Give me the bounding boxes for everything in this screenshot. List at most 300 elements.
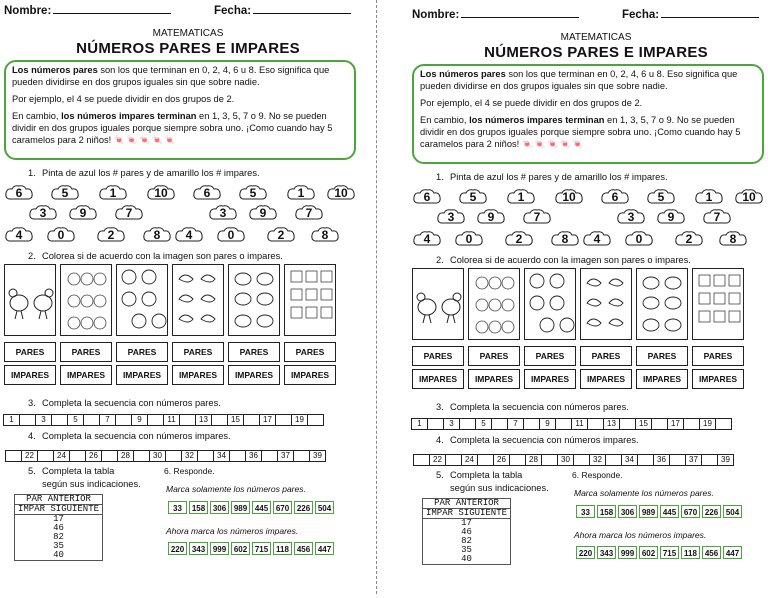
- cloud-number[interactable]: [550, 230, 580, 248]
- sequence-cell[interactable]: [683, 418, 700, 430]
- cloud-row-1: [4, 184, 354, 206]
- cloud-number-text: 4: [423, 232, 431, 246]
- table-value: 17: [15, 515, 103, 525]
- number-chip[interactable]: 445: [252, 501, 271, 514]
- cloud-number-text: 2: [515, 232, 523, 246]
- definition-box: [4, 60, 356, 160]
- cloud-number[interactable]: [454, 230, 484, 248]
- number-chip[interactable]: 118: [681, 546, 700, 559]
- cloud-number[interactable]: [216, 226, 246, 244]
- header: [4, 4, 372, 18]
- image-frogs: [636, 268, 688, 340]
- number-chip[interactable]: 158: [597, 505, 616, 518]
- cloud-number-text: 3: [447, 210, 455, 224]
- cloud-number[interactable]: [656, 208, 686, 226]
- cloud-number[interactable]: [522, 208, 552, 226]
- choice-label[interactable]: IMPARES: [524, 369, 576, 389]
- number-table: [422, 498, 511, 565]
- sequence-cell: 34: [213, 450, 230, 462]
- cloud-number[interactable]: [624, 230, 654, 248]
- cloud-number-text: 0: [57, 228, 65, 242]
- choice-label[interactable]: IMPARES: [116, 365, 168, 385]
- sequence-cell: 24: [461, 454, 478, 466]
- cloud-number[interactable]: [28, 204, 58, 222]
- sequence-cell: 3: [35, 414, 52, 426]
- image-cats: [468, 268, 520, 340]
- cloud-number[interactable]: [600, 188, 630, 206]
- sequence-cell: 37: [277, 450, 294, 462]
- cloud-number-text: 4: [185, 228, 193, 242]
- cloud-number[interactable]: [208, 204, 238, 222]
- number-chip[interactable]: 504: [315, 501, 334, 514]
- table-value: 46: [15, 524, 103, 533]
- choice-label[interactable]: PARES: [412, 346, 464, 366]
- number-chip[interactable]: 445: [660, 505, 679, 518]
- number-chip[interactable]: 118: [273, 542, 292, 555]
- cloud-number[interactable]: [310, 226, 340, 244]
- seq-pares: [412, 418, 732, 430]
- number-chip[interactable]: 999: [210, 542, 229, 555]
- cloud-number-text: 1: [109, 186, 117, 200]
- page-divider: [376, 0, 377, 594]
- table-header-par-anterior: PAR ANTERIOR: [423, 499, 511, 509]
- image-hens: [412, 268, 464, 340]
- choice-label[interactable]: IMPARES: [60, 365, 112, 385]
- cloud-number[interactable]: [192, 184, 222, 202]
- sequence-cell[interactable]: [491, 418, 508, 430]
- number-chip[interactable]: 447: [315, 542, 334, 555]
- nombre-label: Nombre:: [412, 9, 460, 21]
- table-value: 82: [15, 533, 103, 542]
- sequence-cell[interactable]: [651, 418, 668, 430]
- def-example: Por ejemplo, el 4 se puede dividir en dos grupos de 2.: [420, 98, 643, 108]
- choice-label[interactable]: IMPARES: [4, 365, 56, 385]
- sequence-cell: 13: [603, 418, 620, 430]
- number-chip[interactable]: 226: [294, 501, 313, 514]
- number-chip[interactable]: 343: [189, 542, 208, 555]
- cloud-number-text: 7: [305, 206, 313, 220]
- sequence-cell[interactable]: [293, 450, 310, 462]
- cloud-number-text: 5: [249, 186, 257, 200]
- sequence-cell: 1: [411, 418, 428, 430]
- q6-part-a: Marca solamente los números pares.: [166, 484, 306, 494]
- cloud-number[interactable]: [582, 230, 612, 248]
- picture-groups: [412, 268, 752, 342]
- number-chip[interactable]: 33: [168, 501, 187, 514]
- cloud-number-text: 5: [469, 190, 477, 204]
- sequence-cell: 19: [699, 418, 716, 430]
- cloud-number-text: 0: [227, 228, 235, 242]
- q1-instruction: 1. Pinta de azul los # pares y de amarillo los # impares.: [436, 172, 668, 182]
- candy-icons: 🍬🍬🍬🍬🍬: [521, 139, 585, 149]
- table-value: 17: [423, 519, 511, 529]
- sequence-cell[interactable]: [669, 454, 686, 466]
- chips-b: [576, 546, 744, 559]
- choice-label[interactable]: PARES: [636, 346, 688, 366]
- cloud-number[interactable]: [294, 204, 324, 222]
- cloud-number-text: 7: [533, 210, 541, 224]
- cloud-number[interactable]: [616, 208, 646, 226]
- cloud-number[interactable]: [146, 184, 176, 202]
- cloud-row-2: [4, 204, 354, 226]
- table-value: 35: [423, 546, 511, 555]
- cloud-number[interactable]: [4, 184, 34, 202]
- sequence-cell: 37: [685, 454, 702, 466]
- number-chip[interactable]: 33: [576, 505, 595, 518]
- sequence-cell[interactable]: [115, 414, 132, 426]
- sequence-cell[interactable]: [573, 454, 590, 466]
- sequence-cell[interactable]: [165, 450, 182, 462]
- picture-groups: [4, 264, 344, 338]
- cloud-number-text: 7: [125, 206, 133, 220]
- sequence-cell: 7: [99, 414, 116, 426]
- fecha-label: Fecha:: [214, 5, 252, 17]
- cloud-number-text: 1: [705, 190, 713, 204]
- cloud-number[interactable]: [286, 184, 316, 202]
- number-chip[interactable]: 456: [294, 542, 313, 555]
- sequence-cell: 34: [621, 454, 638, 466]
- def-example: Por ejemplo, el 4 se puede dividir en dos grupos de 2.: [12, 94, 235, 104]
- cloud-number[interactable]: [412, 188, 442, 206]
- cloud-number[interactable]: [326, 184, 356, 202]
- cloud-number-text: 9: [259, 206, 267, 220]
- cloud-number-text: 8: [561, 232, 569, 246]
- cloud-row-2: [412, 208, 762, 230]
- choice-label[interactable]: IMPARES: [580, 369, 632, 389]
- cloud-number[interactable]: [238, 184, 268, 202]
- sequence-cell[interactable]: [541, 454, 558, 466]
- choice-label[interactable]: PARES: [228, 342, 280, 362]
- choice-label[interactable]: IMPARES: [468, 369, 520, 389]
- number-chip[interactable]: 504: [723, 505, 742, 518]
- table-header-impar-siguiente: IMPAR SIGUIENTE: [15, 505, 103, 515]
- cloud-row-1: [412, 188, 762, 210]
- chips-a: [576, 505, 744, 518]
- image-birds: [580, 268, 632, 340]
- cloud-number-text: 3: [39, 206, 47, 220]
- cloud-number-text: 0: [635, 232, 643, 246]
- def-impares-lead: En cambio,: [12, 111, 62, 121]
- cloud-number-text: 1: [297, 186, 305, 200]
- choice-label[interactable]: IMPARES: [692, 369, 744, 389]
- def-impares-bold: los números impares terminan: [61, 111, 197, 121]
- q5-instruction: 5. Completa la tabla: [436, 470, 523, 480]
- number-chip[interactable]: 715: [660, 546, 679, 559]
- cloud-number-text: 4: [593, 232, 601, 246]
- cloud-number[interactable]: [718, 230, 748, 248]
- sequence-cell[interactable]: [19, 414, 36, 426]
- cloud-number-text: 3: [627, 210, 635, 224]
- sequence-cell[interactable]: [413, 454, 430, 466]
- q3-instruction: 3. Completa la secuencia con números pares.: [436, 402, 629, 412]
- cloud-number-text: 9: [79, 206, 87, 220]
- q6-part-b: Ahora marca los números impares.: [574, 530, 707, 540]
- image-frogs: [228, 264, 280, 336]
- choice-label[interactable]: PARES: [468, 346, 520, 366]
- sequence-cell: 15: [635, 418, 652, 430]
- fecha-field[interactable]: [253, 4, 351, 14]
- sequence-cell[interactable]: [229, 450, 246, 462]
- cloud-number-text: 3: [219, 206, 227, 220]
- cloud-number[interactable]: [266, 226, 296, 244]
- sequence-cell: 11: [571, 418, 588, 430]
- q2-instruction: 2. Colorea si de acuerdo con la imagen son pares o impares.: [28, 251, 283, 261]
- sequence-cell: 32: [589, 454, 606, 466]
- sequence-cell[interactable]: [619, 418, 636, 430]
- page-title: NÚMEROS PARES E IMPARES: [484, 44, 708, 61]
- def-pares-text: son los que terminan en 0, 2, 4, 6 u 8. Eso significa que pueden dividirse en dos grupos iguales sin que sobre nadie.: [12, 65, 330, 87]
- cloud-number[interactable]: [674, 230, 704, 248]
- choice-label[interactable]: PARES: [284, 342, 336, 362]
- number-chip[interactable]: 306: [618, 505, 637, 518]
- cloud-row-3: [412, 230, 762, 252]
- candy-icons: 🍬🍬🍬🍬🍬: [113, 135, 177, 145]
- sequence-cell[interactable]: [69, 450, 86, 462]
- image-dogs: [284, 264, 336, 336]
- sequence-cell[interactable]: [51, 414, 68, 426]
- cloud-number[interactable]: [4, 226, 34, 244]
- number-chip[interactable]: 306: [210, 501, 229, 514]
- choice-label[interactable]: IMPARES: [412, 369, 464, 389]
- nombre-field[interactable]: [53, 4, 171, 14]
- cloud-number[interactable]: [436, 208, 466, 226]
- sequence-cell[interactable]: [427, 418, 444, 430]
- sequence-cell[interactable]: [261, 450, 278, 462]
- sequence-cell[interactable]: [197, 450, 214, 462]
- q1-instruction: 1. Pinta de azul los # pares y de amarillo los # impares.: [28, 168, 260, 178]
- cloud-number[interactable]: [694, 188, 724, 206]
- cloud-number[interactable]: [458, 188, 488, 206]
- q6-part-b: Ahora marca los números impares.: [166, 526, 299, 536]
- cloud-number[interactable]: [702, 208, 732, 226]
- cloud-number[interactable]: [98, 184, 128, 202]
- cloud-number[interactable]: [68, 204, 98, 222]
- table-value: 35: [15, 542, 103, 551]
- sequence-cell: 15: [227, 414, 244, 426]
- def-pares-bold: Los números pares: [420, 69, 506, 79]
- sequence-cell[interactable]: [5, 450, 22, 462]
- sequence-cell: 13: [195, 414, 212, 426]
- cloud-number-text: 6: [15, 186, 23, 200]
- q5-instruction-2: según sus indicaciones.: [450, 483, 549, 493]
- sequence-cell[interactable]: [605, 454, 622, 466]
- choice-label[interactable]: PARES: [580, 346, 632, 366]
- sequence-cell[interactable]: [83, 414, 100, 426]
- sequence-cell[interactable]: [179, 414, 196, 426]
- fecha-field[interactable]: [661, 8, 759, 18]
- cloud-number-text: 10: [562, 190, 576, 204]
- q5-instruction: 5. Completa la tabla: [28, 466, 115, 476]
- cloud-number[interactable]: [476, 208, 506, 226]
- cloud-number[interactable]: [734, 188, 764, 206]
- number-chip[interactable]: 602: [231, 542, 250, 555]
- choice-label[interactable]: IMPARES: [228, 365, 280, 385]
- cloud-number[interactable]: [142, 226, 172, 244]
- cloud-number-text: 10: [742, 190, 756, 204]
- q2-instruction: 2. Colorea si de acuerdo con la imagen son pares o impares.: [436, 255, 691, 265]
- cloud-number[interactable]: [412, 230, 442, 248]
- sequence-cell[interactable]: [133, 450, 150, 462]
- choice-label[interactable]: PARES: [172, 342, 224, 362]
- cloud-number-text: 9: [487, 210, 495, 224]
- sequence-cell[interactable]: [275, 414, 292, 426]
- sequence-cell[interactable]: [445, 454, 462, 466]
- number-chip[interactable]: 602: [639, 546, 658, 559]
- sequence-cell[interactable]: [509, 454, 526, 466]
- cloud-number[interactable]: [114, 204, 144, 222]
- nombre-label: Nombre:: [4, 5, 52, 17]
- cloud-number[interactable]: [506, 188, 536, 206]
- fecha-label: Fecha:: [622, 9, 660, 21]
- choice-label[interactable]: PARES: [4, 342, 56, 362]
- sequence-cell[interactable]: [211, 414, 228, 426]
- cloud-number[interactable]: [504, 230, 534, 248]
- cloud-number-text: 8: [153, 228, 161, 242]
- cloud-number-text: 6: [611, 190, 619, 204]
- def-impares-text: en 1, 3, 5, 7 o 9. No se pueden dividir en dos grupos iguales porque siempre sobra uno. ¡Como cuando hay 5 caramelos para 2 niños!: [12, 111, 333, 145]
- sequence-cell[interactable]: [101, 450, 118, 462]
- image-chicks: [524, 268, 576, 340]
- definition-box: [412, 64, 764, 164]
- number-chip[interactable]: 343: [597, 546, 616, 559]
- cloud-row-3: [4, 226, 354, 248]
- nombre-field[interactable]: [461, 8, 579, 18]
- choice-label[interactable]: IMPARES: [284, 365, 336, 385]
- number-chip[interactable]: 989: [231, 501, 250, 514]
- sequence-cell: 39: [717, 454, 734, 466]
- number-chip[interactable]: 456: [702, 546, 721, 559]
- chips-a: [168, 501, 336, 514]
- q5-instruction-2: según sus indicaciones.: [42, 479, 141, 489]
- q6-part-a: Marca solamente los números pares.: [574, 488, 714, 498]
- image-cats: [60, 264, 112, 336]
- number-chip[interactable]: 447: [723, 546, 742, 559]
- seq-pares: [4, 414, 324, 426]
- number-chip[interactable]: 158: [189, 501, 208, 514]
- table-value: 46: [423, 528, 511, 537]
- choice-label[interactable]: IMPARES: [172, 365, 224, 385]
- choice-label[interactable]: PARES: [60, 342, 112, 362]
- cloud-number[interactable]: [46, 226, 76, 244]
- sequence-cell[interactable]: [701, 454, 718, 466]
- sequence-cell: 28: [525, 454, 542, 466]
- pares-row: [4, 342, 344, 362]
- image-dogs: [692, 268, 744, 340]
- table-value: 40: [423, 555, 511, 565]
- number-chip[interactable]: 670: [273, 501, 292, 514]
- sequence-cell[interactable]: [587, 418, 604, 430]
- sequence-cell[interactable]: [555, 418, 572, 430]
- seq-impares: [414, 454, 734, 466]
- sequence-cell: 36: [653, 454, 670, 466]
- cloud-number-text: 10: [334, 186, 348, 200]
- def-impares-text: en 1, 3, 5, 7 o 9. No se pueden dividir en dos grupos iguales porque siempre sobra uno. ¡Como cuando hay 5 caramelos para 2 niños!: [420, 115, 741, 149]
- choice-label[interactable]: PARES: [116, 342, 168, 362]
- sequence-cell: 9: [131, 414, 148, 426]
- header: [412, 8, 768, 22]
- number-chip[interactable]: 220: [576, 546, 595, 559]
- number-chip[interactable]: 999: [618, 546, 637, 559]
- number-chip[interactable]: 715: [252, 542, 271, 555]
- image-birds: [172, 264, 224, 336]
- sequence-cell: 24: [53, 450, 70, 462]
- pares-row: [412, 346, 752, 366]
- chips-b: [168, 542, 336, 555]
- q3-instruction: 3. Completa la secuencia con números pares.: [28, 398, 221, 408]
- cloud-number-text: 7: [713, 210, 721, 224]
- table-value: 40: [15, 551, 103, 561]
- def-impares-bold: los números impares terminan: [469, 115, 605, 125]
- sequence-cell[interactable]: [715, 418, 732, 430]
- sequence-cell: 17: [259, 414, 276, 426]
- sequence-cell[interactable]: [307, 414, 324, 426]
- sequence-cell: 30: [149, 450, 166, 462]
- cloud-number[interactable]: [50, 184, 80, 202]
- sequence-cell: 36: [245, 450, 262, 462]
- cloud-number[interactable]: [554, 188, 584, 206]
- impares-row: [4, 365, 344, 385]
- subject: MATEMATICAS: [152, 28, 224, 39]
- sequence-cell: 39: [309, 450, 326, 462]
- cloud-number[interactable]: [174, 226, 204, 244]
- table-header-par-anterior: PAR ANTERIOR: [15, 495, 103, 505]
- sequence-cell: 17: [667, 418, 684, 430]
- cloud-number-text: 2: [685, 232, 693, 246]
- image-chicks: [116, 264, 168, 336]
- sequence-cell: 28: [117, 450, 134, 462]
- subject: MATEMATICAS: [560, 32, 632, 43]
- sequence-cell[interactable]: [459, 418, 476, 430]
- cloud-number-text: 4: [15, 228, 23, 242]
- cloud-number-text: 2: [107, 228, 115, 242]
- number-chip[interactable]: 989: [639, 505, 658, 518]
- cloud-number-text: 8: [729, 232, 737, 246]
- cloud-number-text: 10: [154, 186, 168, 200]
- def-pares-bold: Los números pares: [12, 65, 98, 75]
- sequence-cell: 1: [3, 414, 20, 426]
- number-chip[interactable]: 220: [168, 542, 187, 555]
- def-impares-lead: En cambio,: [420, 115, 470, 125]
- cloud-number[interactable]: [96, 226, 126, 244]
- sequence-cell[interactable]: [637, 454, 654, 466]
- number-chip[interactable]: 226: [702, 505, 721, 518]
- choice-label[interactable]: PARES: [692, 346, 744, 366]
- q4-instruction: 4. Completa la secuencia con números impares.: [436, 435, 639, 445]
- sequence-cell[interactable]: [37, 450, 54, 462]
- number-table: [14, 494, 103, 561]
- cloud-number-text: 5: [657, 190, 665, 204]
- sequence-cell[interactable]: [147, 414, 164, 426]
- sequence-cell: 9: [539, 418, 556, 430]
- sequence-cell[interactable]: [477, 454, 494, 466]
- def-pares-text: son los que terminan en 0, 2, 4, 6 u 8. Eso significa que pueden dividirse en dos grupos iguales sin que sobre nadie.: [420, 69, 738, 91]
- choice-label[interactable]: PARES: [524, 346, 576, 366]
- cloud-number-text: 2: [277, 228, 285, 242]
- q6-title: 6. Responde.: [164, 466, 215, 476]
- choice-label[interactable]: IMPARES: [636, 369, 688, 389]
- sequence-cell[interactable]: [243, 414, 260, 426]
- worksheet-left: [4, 0, 372, 594]
- cloud-number-text: 8: [321, 228, 329, 242]
- cloud-number-text: 6: [203, 186, 211, 200]
- worksheet-right: [412, 4, 768, 598]
- sequence-cell[interactable]: [523, 418, 540, 430]
- q6-title: 6. Responde.: [572, 470, 623, 480]
- number-chip[interactable]: 670: [681, 505, 700, 518]
- sequence-cell: 7: [507, 418, 524, 430]
- cloud-number[interactable]: [248, 204, 278, 222]
- cloud-number[interactable]: [646, 188, 676, 206]
